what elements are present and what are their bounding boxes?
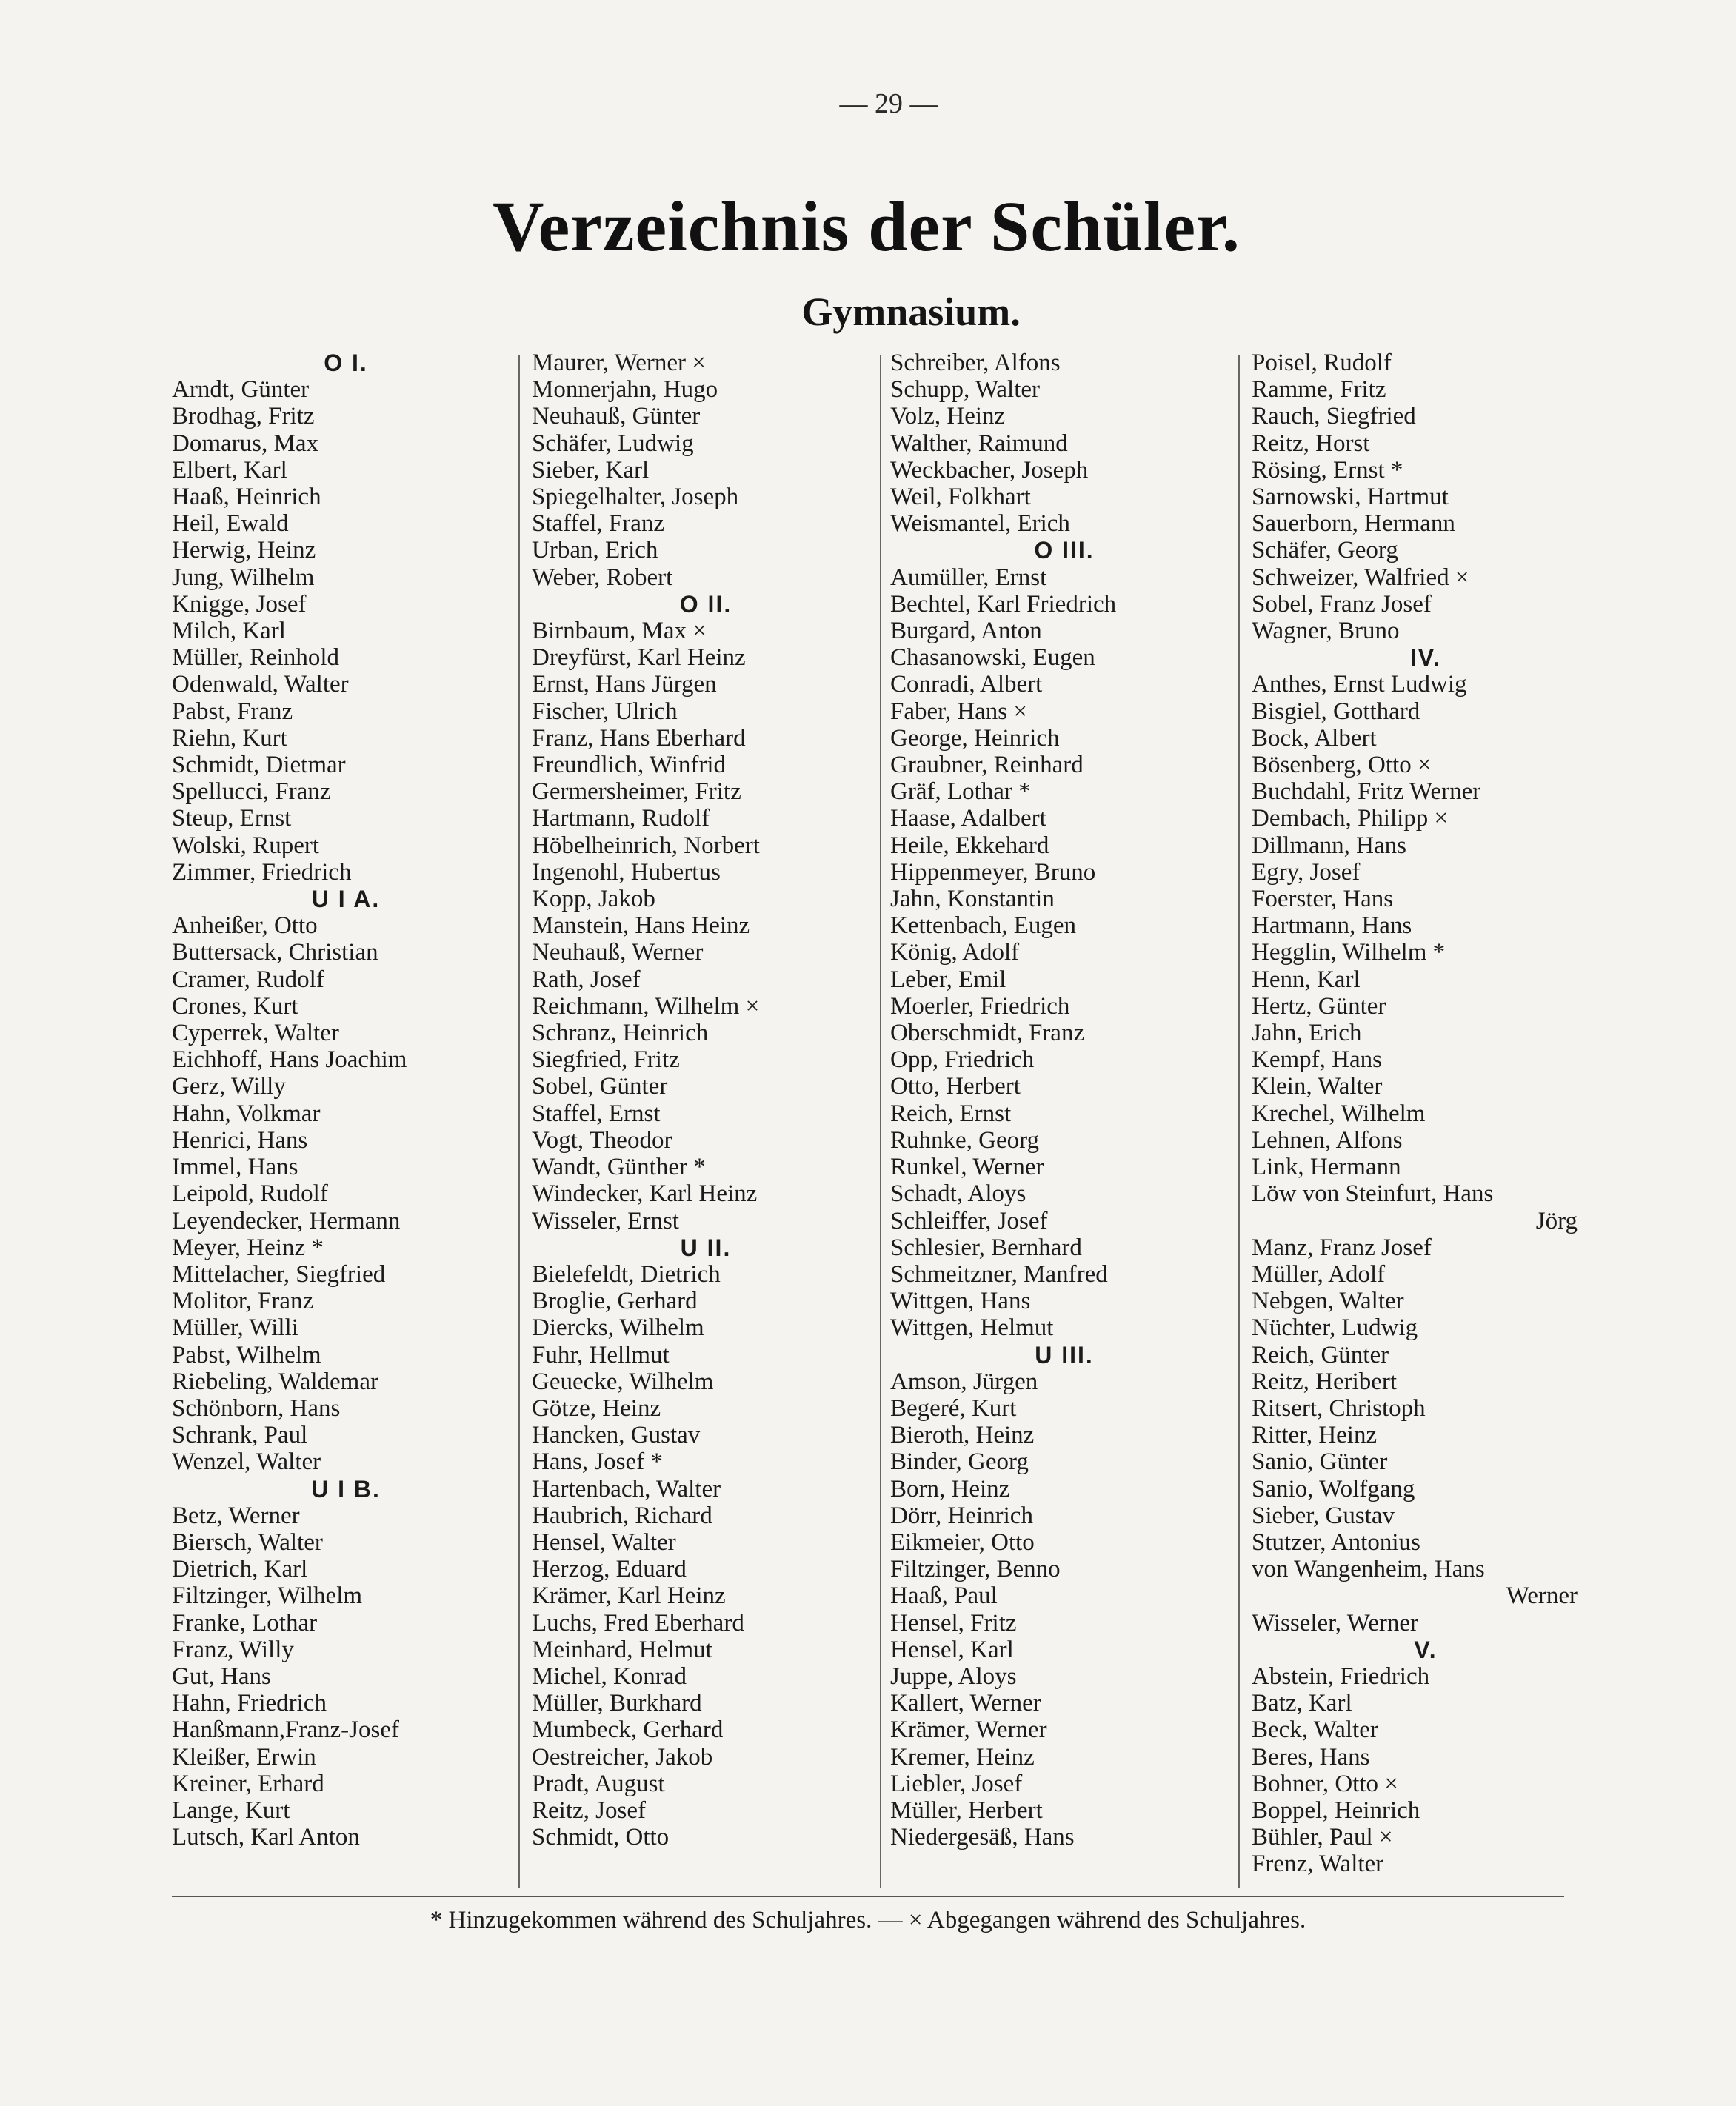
- student-name: Graubner, Reinhard: [890, 752, 1084, 779]
- student-name: Burgard, Anton: [890, 618, 1042, 645]
- student-name: Wenzel, Walter: [172, 1448, 321, 1476]
- student-name: Buchdahl, Fritz Werner: [1252, 778, 1481, 806]
- class-heading: O II.: [679, 590, 732, 618]
- student-name: Jung, Wilhelm: [172, 564, 315, 591]
- student-name: Wolski, Rupert: [172, 832, 319, 859]
- student-name: Herwig, Heinz: [172, 537, 316, 564]
- student-name: Schadt, Aloys: [890, 1180, 1026, 1208]
- student-name: Löw von Steinfurt, Hans: [1252, 1180, 1494, 1208]
- student-name: Gräf, Lothar *: [890, 778, 1031, 806]
- student-name: Meyer, Heinz *: [172, 1234, 324, 1261]
- student-name: Pradt, August: [532, 1770, 665, 1797]
- student-name: Kremer, Heinz: [890, 1743, 1035, 1771]
- student-name: Gut, Hans: [172, 1662, 271, 1690]
- student-column-3: [890, 350, 1238, 1851]
- student-name: Chasanowski, Eugen: [890, 644, 1095, 672]
- student-name: Rauch, Siegfried: [1252, 403, 1416, 430]
- student-name: Reitz, Horst: [1252, 429, 1370, 457]
- student-name: Schäfer, Georg: [1252, 537, 1398, 564]
- student-name: Foerster, Hans: [1252, 886, 1394, 913]
- student-name: Bielefeldt, Dietrich: [532, 1260, 721, 1288]
- student-column-1: [172, 350, 520, 1851]
- student-name: Niedergesäß, Hans: [890, 1824, 1075, 1851]
- student-name: Haaß, Heinrich: [172, 484, 321, 511]
- student-name: Monnerjahn, Hugo: [532, 376, 718, 404]
- student-name: Hensel, Karl: [890, 1636, 1014, 1663]
- student-name: Egry, Josef: [1252, 858, 1361, 886]
- student-name: Beck, Walter: [1252, 1716, 1378, 1744]
- student-name: Riehn, Kurt: [172, 724, 287, 752]
- student-name: Schupp, Walter: [890, 376, 1041, 404]
- student-name: Batz, Karl: [1252, 1690, 1352, 1717]
- student-name: Ruhnke, Georg: [890, 1126, 1040, 1154]
- class-heading: V.: [1414, 1636, 1438, 1663]
- student-name: Anheißer, Otto: [172, 912, 318, 940]
- student-name: Weil, Folkhart: [890, 484, 1031, 511]
- student-name: Hertz, Günter: [1252, 992, 1386, 1020]
- student-name: Eichhoff, Hans Joachim: [172, 1046, 407, 1074]
- student-name: Höbelheinrich, Norbert: [532, 832, 760, 859]
- student-name: Urban, Erich: [532, 537, 658, 564]
- student-name: Knigge, Josef: [172, 590, 307, 618]
- student-name: Pabst, Franz: [172, 698, 293, 725]
- student-name: Stutzer, Antonius: [1252, 1528, 1420, 1556]
- class-heading: U II.: [680, 1234, 732, 1261]
- student-name: Dembach, Philipp ×: [1252, 805, 1449, 832]
- student-name: Arndt, Günter: [172, 376, 310, 404]
- student-name: Hartmann, Hans: [1252, 912, 1412, 940]
- student-name: Fuhr, Hellmut: [532, 1341, 670, 1368]
- student-name: Ingenohl, Hubertus: [532, 858, 721, 886]
- student-name: Born, Heinz: [890, 1475, 1010, 1502]
- student-name: Volz, Heinz: [890, 403, 1006, 430]
- student-name: Walther, Raimund: [890, 429, 1068, 457]
- student-name: Spiegelhalter, Joseph: [532, 484, 739, 511]
- student-name: Ritter, Heinz: [1252, 1422, 1378, 1449]
- student-name: Oberschmidt, Franz: [890, 1020, 1085, 1047]
- student-name: Reich, Ernst: [890, 1100, 1012, 1127]
- student-name: Steup, Ernst: [172, 805, 292, 832]
- student-name: Müller, Burkhard: [532, 1690, 702, 1717]
- student-name: Haaß, Paul: [890, 1582, 998, 1610]
- student-name: Opp, Friedrich: [890, 1046, 1035, 1074]
- student-name: Leber, Emil: [890, 966, 1006, 993]
- student-name: Kreiner, Erhard: [172, 1770, 324, 1797]
- student-name: Molitor, Franz: [172, 1288, 314, 1315]
- class-heading: U I B.: [311, 1475, 381, 1502]
- student-name: Weber, Robert: [532, 564, 673, 591]
- student-name: Schreiber, Alfons: [890, 350, 1061, 376]
- student-name-continuation: Jörg: [1535, 1207, 1578, 1234]
- student-name: Riebeling, Waldemar: [172, 1368, 378, 1395]
- student-name: Windecker, Karl Heinz: [532, 1180, 758, 1208]
- page-number: — 29 —: [839, 88, 938, 119]
- student-name: Krämer, Karl Heinz: [532, 1582, 726, 1610]
- student-name: Cyperrek, Walter: [172, 1020, 339, 1047]
- student-name: Sanio, Wolfgang: [1252, 1475, 1415, 1502]
- student-name: Crones, Kurt: [172, 992, 298, 1020]
- student-name: Meinhard, Helmut: [532, 1636, 712, 1663]
- student-name: Boppel, Heinrich: [1252, 1796, 1420, 1824]
- class-heading: U I A.: [311, 886, 381, 913]
- student-name: Jahn, Erich: [1252, 1020, 1362, 1047]
- student-name: Schäfer, Ludwig: [532, 429, 694, 457]
- student-name: Müller, Herbert: [890, 1796, 1043, 1824]
- student-name: Binder, Georg: [890, 1448, 1029, 1476]
- student-column-4: [1252, 350, 1600, 1878]
- student-name: Schlesier, Bernhard: [890, 1234, 1082, 1261]
- student-name: Reich, Günter: [1252, 1341, 1389, 1368]
- student-name: Lange, Kurt: [172, 1796, 290, 1824]
- student-name: Vogt, Theodor: [532, 1126, 672, 1154]
- student-name: Sobel, Franz Josef: [1252, 590, 1432, 618]
- student-name: Hancken, Gustav: [532, 1422, 701, 1449]
- student-name: Hans, Josef *: [532, 1448, 663, 1476]
- student-name: Bösenberg, Otto ×: [1252, 752, 1432, 779]
- student-name: Staffel, Franz: [532, 510, 665, 538]
- class-heading: IV.: [1409, 644, 1442, 672]
- student-name: Leipold, Rudolf: [172, 1180, 328, 1208]
- student-name: Müller, Reinhold: [172, 644, 339, 672]
- student-name: Elbert, Karl: [172, 456, 287, 484]
- student-name: Müller, Adolf: [1252, 1260, 1386, 1288]
- student-name: Sieber, Karl: [532, 456, 650, 484]
- student-name: Kallert, Werner: [890, 1690, 1041, 1717]
- student-name: Franke, Lothar: [172, 1609, 318, 1637]
- student-name: Beres, Hans: [1252, 1743, 1370, 1771]
- student-name: Pabst, Wilhelm: [172, 1341, 321, 1368]
- student-name: Wisseler, Ernst: [532, 1207, 679, 1234]
- student-name: Hippenmeyer, Bruno: [890, 858, 1096, 886]
- student-name: Leyendecker, Hermann: [172, 1207, 401, 1234]
- student-name: Link, Hermann: [1252, 1154, 1401, 1181]
- student-name: Rösing, Ernst *: [1252, 456, 1403, 484]
- page-title: Verzeichnis der Schüler.: [493, 187, 1241, 266]
- student-name: Dreyfürst, Karl Heinz: [532, 644, 746, 672]
- student-name: Wisseler, Werner: [1252, 1609, 1418, 1637]
- student-name: Schranz, Heinrich: [532, 1020, 709, 1047]
- student-name: Faber, Hans ×: [890, 698, 1027, 725]
- student-name: König, Adolf: [890, 939, 1020, 966]
- student-name: Schmidt, Otto: [532, 1824, 670, 1851]
- student-name: Filtzinger, Wilhelm: [172, 1582, 363, 1610]
- student-name: Wittgen, Hans: [890, 1288, 1031, 1315]
- student-name: Franz, Hans Eberhard: [532, 724, 746, 752]
- student-name: Fischer, Ulrich: [532, 698, 678, 725]
- section-title: Gymnasium.: [801, 290, 1021, 334]
- student-name: Schmeitzner, Manfred: [890, 1260, 1108, 1288]
- student-name: Dietrich, Karl: [172, 1556, 308, 1583]
- student-name: Reitz, Heribert: [1252, 1368, 1398, 1395]
- student-name: Poisel, Rudolf: [1252, 350, 1392, 376]
- student-name: Heile, Ekkehard: [890, 832, 1049, 859]
- student-name: Hahn, Volkmar: [172, 1100, 321, 1127]
- student-name: Ernst, Hans Jürgen: [532, 671, 717, 698]
- student-name: Sieber, Gustav: [1252, 1502, 1395, 1529]
- student-name: Buttersack, Christian: [172, 939, 378, 966]
- student-name: Diercks, Wilhelm: [532, 1314, 704, 1342]
- student-name: Kleißer, Erwin: [172, 1743, 316, 1771]
- footnote-divider: [172, 1896, 1564, 1897]
- student-name: Michel, Konrad: [532, 1662, 687, 1690]
- student-name: Juppe, Aloys: [890, 1662, 1017, 1690]
- student-name: Schleiffer, Josef: [890, 1207, 1048, 1234]
- student-name: Begeré, Kurt: [890, 1394, 1017, 1422]
- class-heading: U III.: [1035, 1341, 1094, 1368]
- student-name: Schweizer, Walfried ×: [1252, 564, 1469, 591]
- student-name: Neuhauß, Günter: [532, 403, 701, 430]
- class-heading: O III.: [1034, 537, 1095, 564]
- student-name: Geuecke, Wilhelm: [532, 1368, 714, 1395]
- student-name: Rath, Josef: [532, 966, 641, 993]
- student-name: Hegglin, Wilhelm *: [1252, 939, 1446, 966]
- student-name: Staffel, Ernst: [532, 1100, 661, 1127]
- student-name: Ritsert, Christoph: [1252, 1394, 1426, 1422]
- student-name: Sauerborn, Hermann: [1252, 510, 1455, 538]
- student-name: Lehnen, Alfons: [1252, 1126, 1403, 1154]
- student-name: Weismantel, Erich: [890, 510, 1070, 538]
- student-name: Manstein, Hans Heinz: [532, 912, 750, 940]
- student-name: Sanio, Günter: [1252, 1448, 1388, 1476]
- student-name: Anthes, Ernst Ludwig: [1252, 671, 1467, 698]
- student-name: Germersheimer, Fritz: [532, 778, 741, 806]
- student-name: Domarus, Max: [172, 429, 318, 457]
- student-name: Biersch, Walter: [172, 1528, 323, 1556]
- student-name: Henrici, Hans: [172, 1126, 308, 1154]
- student-name: George, Heinrich: [890, 724, 1060, 752]
- student-name: Liebler, Josef: [890, 1770, 1023, 1797]
- student-name: Moerler, Friedrich: [890, 992, 1070, 1020]
- student-name: Bock, Albert: [1252, 724, 1377, 752]
- student-name: Maurer, Werner ×: [532, 350, 706, 376]
- student-name: Wandt, Günther *: [532, 1154, 706, 1181]
- student-name: Bechtel, Karl Friedrich: [890, 590, 1117, 618]
- student-name: Lutsch, Karl Anton: [172, 1824, 360, 1851]
- student-name: von Wangenheim, Hans: [1252, 1556, 1485, 1583]
- class-heading: O I.: [324, 350, 368, 376]
- student-name: Amson, Jürgen: [890, 1368, 1038, 1395]
- student-name: Hensel, Fritz: [890, 1609, 1017, 1637]
- student-name: Hahn, Friedrich: [172, 1690, 327, 1717]
- student-name: Frenz, Walter: [1252, 1851, 1384, 1878]
- student-name: Herzog, Eduard: [532, 1556, 687, 1583]
- student-name: Nebgen, Walter: [1252, 1288, 1404, 1315]
- student-name: Hanßmann,Franz-Josef: [172, 1716, 399, 1744]
- student-name: Freundlich, Winfrid: [532, 752, 727, 779]
- student-name: Hartenbach, Walter: [532, 1475, 721, 1502]
- student-name: Milch, Karl: [172, 618, 286, 645]
- student-name: Krechel, Wilhelm: [1252, 1100, 1426, 1127]
- student-name: Aumüller, Ernst: [890, 564, 1047, 591]
- student-name: Cramer, Rudolf: [172, 966, 324, 993]
- student-name: Dillmann, Hans: [1252, 832, 1406, 859]
- student-name: Manz, Franz Josef: [1252, 1234, 1432, 1261]
- student-name: Götze, Heinz: [532, 1394, 661, 1422]
- student-name: Dörr, Heinrich: [890, 1502, 1033, 1529]
- student-name: Brodhag, Fritz: [172, 403, 315, 430]
- student-name: Henn, Karl: [1252, 966, 1361, 993]
- footnote: * Hinzugekommen während des Schuljahres. — × Abgegangen während des Schuljahres.: [430, 1907, 1306, 1933]
- student-name: Bohner, Otto ×: [1252, 1770, 1398, 1797]
- student-name: Schmidt, Dietmar: [172, 752, 346, 779]
- student-name: Conradi, Albert: [890, 671, 1043, 698]
- student-name: Hartmann, Rudolf: [532, 805, 710, 832]
- student-name: Betz, Werner: [172, 1502, 300, 1529]
- student-name: Zimmer, Friedrich: [172, 858, 352, 886]
- student-name: Filtzinger, Benno: [890, 1556, 1061, 1583]
- student-name: Neuhauß, Werner: [532, 939, 704, 966]
- student-name: Luchs, Fred Eberhard: [532, 1609, 744, 1637]
- student-name: Jahn, Konstantin: [890, 886, 1055, 913]
- student-name: Schönborn, Hans: [172, 1394, 341, 1422]
- student-name: Schrank, Paul: [172, 1422, 308, 1449]
- student-name: Nüchter, Ludwig: [1252, 1314, 1418, 1342]
- student-name: Haase, Adalbert: [890, 805, 1046, 832]
- student-name: Eikmeier, Otto: [890, 1528, 1035, 1556]
- student-name: Hensel, Walter: [532, 1528, 676, 1556]
- student-name: Weckbacher, Joseph: [890, 456, 1089, 484]
- student-name: Siegfried, Fritz: [532, 1046, 680, 1074]
- student-name: Bühler, Paul ×: [1252, 1824, 1393, 1851]
- column-divider: [1238, 355, 1240, 1888]
- student-name: Krämer, Werner: [890, 1716, 1047, 1744]
- student-name: Immel, Hans: [172, 1154, 298, 1181]
- student-name: Reichmann, Wilhelm ×: [532, 992, 760, 1020]
- student-name: Haubrich, Richard: [532, 1502, 712, 1529]
- student-name: Heil, Ewald: [172, 510, 289, 538]
- column-divider: [518, 355, 520, 1888]
- student-name: Kettenbach, Eugen: [890, 912, 1077, 940]
- student-name: Gerz, Willy: [172, 1073, 286, 1100]
- student-name: Spellucci, Franz: [172, 778, 331, 806]
- student-name: Sarnowski, Hartmut: [1252, 484, 1449, 511]
- student-name: Reitz, Josef: [532, 1796, 646, 1824]
- student-name: Runkel, Werner: [890, 1154, 1044, 1181]
- student-name: Mumbeck, Gerhard: [532, 1716, 724, 1744]
- student-name: Müller, Willi: [172, 1314, 298, 1342]
- student-name: Franz, Willy: [172, 1636, 294, 1663]
- student-name-continuation: Werner: [1506, 1582, 1578, 1610]
- student-name: Kempf, Hans: [1252, 1046, 1382, 1074]
- student-name: Bieroth, Heinz: [890, 1422, 1035, 1449]
- student-column-2: [532, 350, 880, 1851]
- student-name: Otto, Herbert: [890, 1073, 1021, 1100]
- student-name: Ramme, Fritz: [1252, 376, 1386, 404]
- student-name: Odenwald, Walter: [172, 671, 349, 698]
- student-name: Klein, Walter: [1252, 1073, 1383, 1100]
- student-name: Abstein, Friedrich: [1252, 1662, 1430, 1690]
- column-divider: [880, 355, 881, 1888]
- student-name: Sobel, Günter: [532, 1073, 668, 1100]
- student-name: Birnbaum, Max ×: [532, 618, 707, 645]
- student-name: Broglie, Gerhard: [532, 1288, 698, 1315]
- student-name: Wittgen, Helmut: [890, 1314, 1054, 1342]
- student-name: Wagner, Bruno: [1252, 618, 1400, 645]
- student-name: Mittelacher, Siegfried: [172, 1260, 386, 1288]
- student-name: Kopp, Jakob: [532, 886, 655, 913]
- student-name: Bisgiel, Gotthard: [1252, 698, 1420, 725]
- student-name: Oestreicher, Jakob: [532, 1743, 713, 1771]
